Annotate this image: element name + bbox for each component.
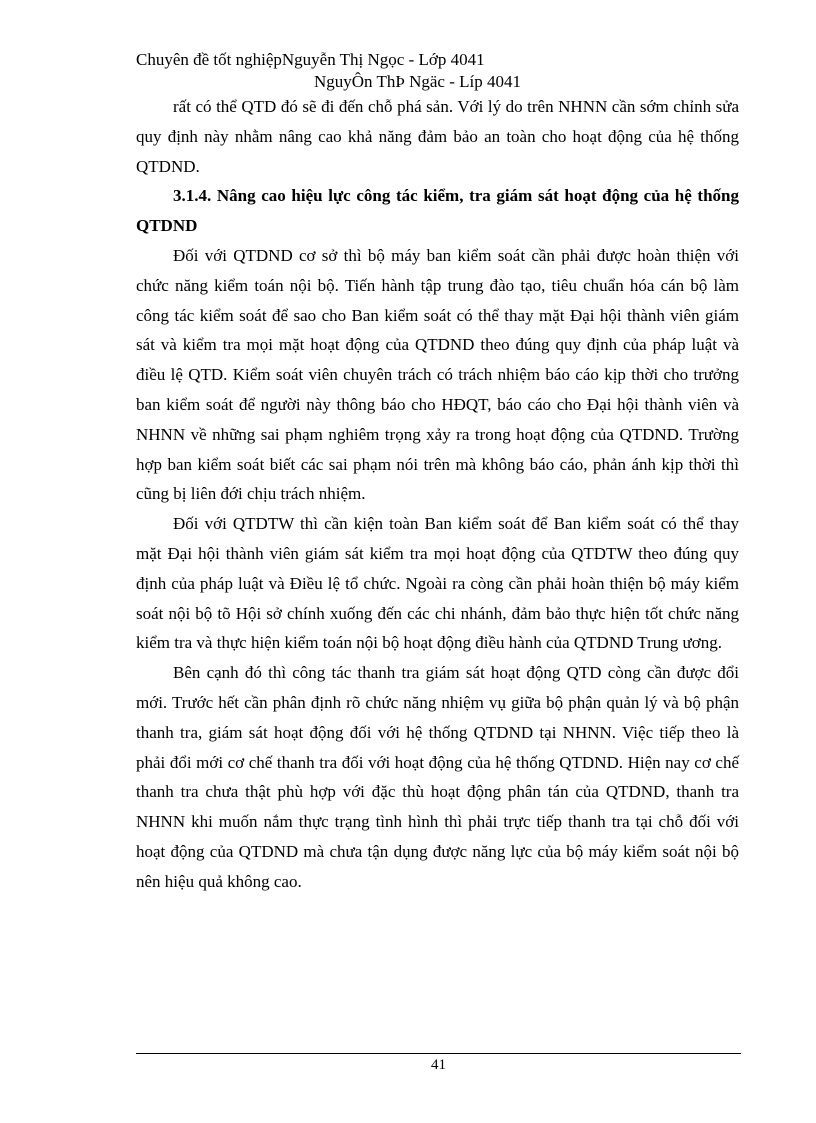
page-number: 41	[431, 1057, 446, 1073]
paragraph: Đối với QTDND cơ sở thì bộ máy ban kiểm soát cần phải được hoàn thiện với chức năng kiểm toán nội bộ. Tiến hành tập trung đào tạo, tiêu chuẩn hóa cán bộ làm công tác kiểm soát để sao cho Ban kiểm soát có thể thay mặt Đại hội thành viên giám sát và kiểm tra mọi mặt hoạt động của QTDND theo đúng quy định của pháp luật và điều lệ QTD. Kiểm soát viên chuyên trách có trách nhiệm báo cáo kịp thời cho trưởng ban kiểm soát để người này thông báo cho HĐQT, báo cáo cho Đại hội thành viên và NHNN về những sai phạm nghiêm trọng xảy ra trong hoạt động của QTDND. Trường hợp ban kiểm soát biết các sai phạm nói trên mà không báo cáo, phản ánh kịp thời thì cũng bị liên đới chịu trách nhiệm.	[136, 245, 739, 504]
running-header: Chuyên đề tốt nghiệpNguyễn Thị Ngọc - Lớp 4041	[136, 50, 485, 69]
running-header-garbled: NguyÔn ThÞ Ngäc - Líp 4041	[314, 72, 521, 91]
document-body	[136, 92, 739, 897]
paragraph: Bên cạnh đó thì công tác thanh tra giám sát hoạt động QTD còng cần được đổi mới. Trước hết cần phân định rõ chức năng nhiệm vụ giữa bộ phận quản lý và bộ phận thanh tra, giám sát hoạt động đối với hệ thống QTDND tại NHNN. Việc tiếp theo là phải đổi mới cơ chế thanh tra đối với hoạt động của hệ thống QTDND. Hiện nay cơ chế thanh tra chưa thật phù hợp với đặc thù hoạt động phân tán của QTDND, thanh tra NHNN khi muốn nắm thực trạng tình hình thì phải trực tiếp thanh tra tại chỗ đối với hoạt động của QTDND mà chưa tận dụng được năng lực của bộ máy kiểm soát nội bộ nên hiệu quả không cao.	[136, 663, 739, 891]
paragraph: Đối với QTDTW thì cần kiện toàn Ban kiểm soát để Ban kiểm soát có thể thay mặt Đại hội thành viên giám sát kiểm tra mọi hoạt động của QTDTW theo đúng quy định của pháp luật và Điều lệ tổ chức. Ngoài ra còng cần phải hoàn thiện bộ máy kiểm soát nội bộ tõ Hội sở chính xuống đến các chi nhánh, đảm bảo thực hiện tốt chức năng kiểm tra và thực hiện kiểm toán nội bộ hoạt động điều hành của QTDND Trung ương.	[136, 514, 739, 653]
section-heading: 3.1.4. Nâng cao hiệu lực công tác kiểm, tra giám sát hoạt động của hệ thống QTDND	[136, 186, 739, 236]
footer-divider	[136, 1053, 741, 1054]
paragraph: rất có thể QTD đó sẽ đi đến chỗ phá sản. Với lý do trên NHNN cần sớm chỉnh sửa quy định này nhằm nâng cao khả năng đảm bảo an toàn cho hoạt động của hệ thống QTDND.	[136, 97, 739, 176]
